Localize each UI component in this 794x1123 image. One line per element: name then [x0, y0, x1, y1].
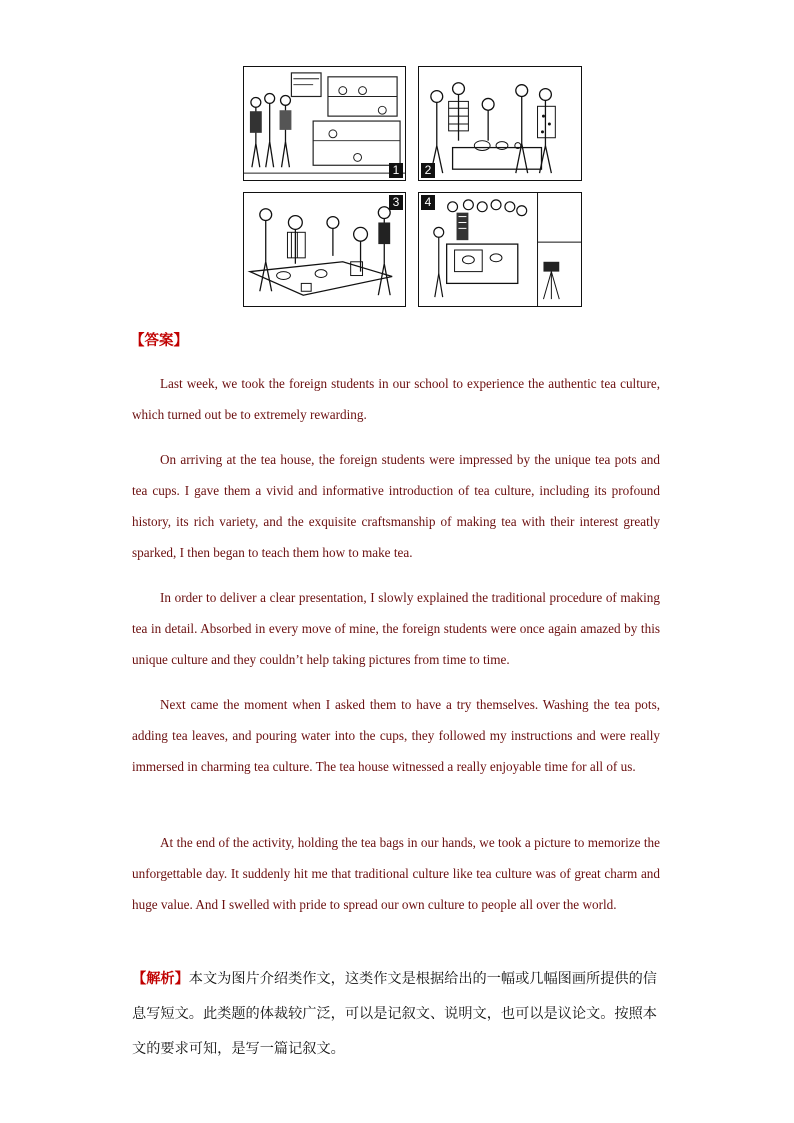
comic-panel-3	[243, 192, 406, 307]
panel-number: 4	[421, 195, 435, 210]
panel-number: 2	[421, 163, 435, 178]
panel-number: 1	[389, 163, 403, 178]
answer-paragraph-5: At the end of the activity, holding the tea bags in our hands, we took a picture to memorize the unforgettable day. It suddenly hit me that traditional culture like tea culture was of great charm and huge value. And I swelled with pride to spread our own culture to people all over the world.	[132, 835, 660, 912]
analysis-label: 【解析】	[132, 971, 189, 987]
answer-label: 【答案】	[130, 333, 188, 349]
comic-illustration	[243, 66, 582, 307]
analysis-section	[132, 962, 662, 1067]
answer-paragraph-4: Next came the moment when I asked them to have a try themselves. Washing the tea pots, adding tea leaves, and pouring water into the cups, they followed my instructions and were really immersed in charming tea culture. The tea house witnessed a really enjoyable time for all of us.	[132, 697, 660, 774]
comic-panel-2	[418, 66, 582, 181]
panel-number: 3	[389, 195, 403, 210]
answer-paragraph-1: Last week, we took the foreign students in our school to experience the authentic tea culture, which turned out be to extremely rewarding.	[132, 376, 660, 422]
analysis-text: 本文为图片介绍类作文，这类作文是根据给出的一幅或几幅图画所提供的信息写短文。此类题的体裁较广泛，可以是记叙文、说明文，也可以是议论文。按照本文的要求可知，是写一篇记叙文。	[132, 971, 657, 1057]
answer-paragraph-2: On arriving at the tea house, the foreign students were impressed by the unique tea pots and tea cups. I gave them a vivid and informative introduction of tea culture, including its profound history, its rich variety, and the exquisite craftsmanship of making tea with their interest greatly sparked, I then began to teach them how to make tea.	[132, 452, 660, 560]
answer-paragraph-3: In order to deliver a clear presentation, I slowly explained the traditional procedure of making tea in detail. Absorbed in every move of mine, the foreign students were once again amazed by this unique culture and they couldn’t help taking pictures from time to time.	[132, 590, 660, 667]
comic-panel-1	[243, 66, 406, 181]
comic-panel-4	[418, 192, 582, 307]
